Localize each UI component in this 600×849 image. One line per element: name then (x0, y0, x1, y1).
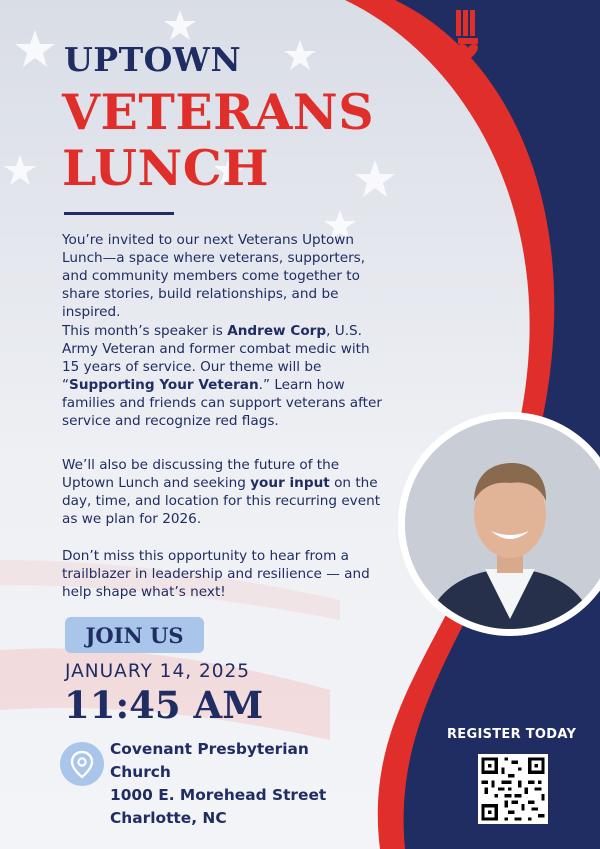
speaker-photo-frame (405, 419, 600, 629)
title-line: VETERANS (62, 83, 375, 141)
street-address: 1000 E. Morehead Street (110, 786, 327, 804)
event-time: 11:45 AM (64, 683, 264, 727)
logo-wordmark: VBH (487, 8, 573, 49)
intro-paragraph: You’re invited to our next Veterans Uptown Lunch—a space where veterans, supporters, and community members come together to share stories, build relationships, and be inspired. (62, 232, 366, 320)
venue-name: Covenant Presbyterian (110, 740, 309, 758)
page-title (62, 84, 374, 196)
paragraph-text: This month’s speaker is (62, 323, 228, 339)
paragraph-text: .” Learn how families and friends can support veterans after service and recognize red flags. (62, 377, 382, 429)
paragraph-text: We’ll also be discussing the future of the Uptown Lunch and seeking (62, 457, 340, 491)
qr-code-pattern (478, 754, 548, 824)
paragraph-text: , U.S. Army Veteran and former combat medic with 15 years of service. Our theme will be “ (62, 323, 370, 393)
theme-name: Supporting Your Veteran (69, 377, 259, 393)
closing-paragraph: Don’t miss this opportunity to hear from a trailblazer in leadership and resilience — and help shape what’s next! (62, 548, 370, 600)
title-kicker: UPTOWN (64, 40, 242, 79)
speaker-paragraph (62, 322, 387, 430)
speaker-name: Andrew Corp (227, 323, 327, 339)
paragraph-text: on the day, time, and location for this recurring event as we plan for 2026. (62, 475, 381, 527)
qr-code[interactable] (478, 754, 548, 824)
location-badge (60, 742, 104, 786)
title-line: LUNCH (62, 139, 270, 197)
join-us-button[interactable]: JOIN US (65, 617, 204, 653)
title-divider (64, 212, 174, 215)
venue-name: Church (110, 763, 171, 781)
city-state: Charlotte, NC (110, 809, 227, 827)
event-date: JANUARY 14, 2025 (65, 661, 251, 682)
emphasis-text: your input (250, 475, 330, 491)
input-paragraph (62, 456, 387, 528)
event-location (110, 738, 326, 830)
register-heading: REGISTER TODAY (447, 727, 577, 742)
map-pin-icon (60, 742, 104, 786)
logo-tagline: VETERANS BRIDGE HOME (488, 53, 584, 60)
medal-heart-icon (452, 10, 486, 62)
speaker-portrait (405, 419, 600, 629)
